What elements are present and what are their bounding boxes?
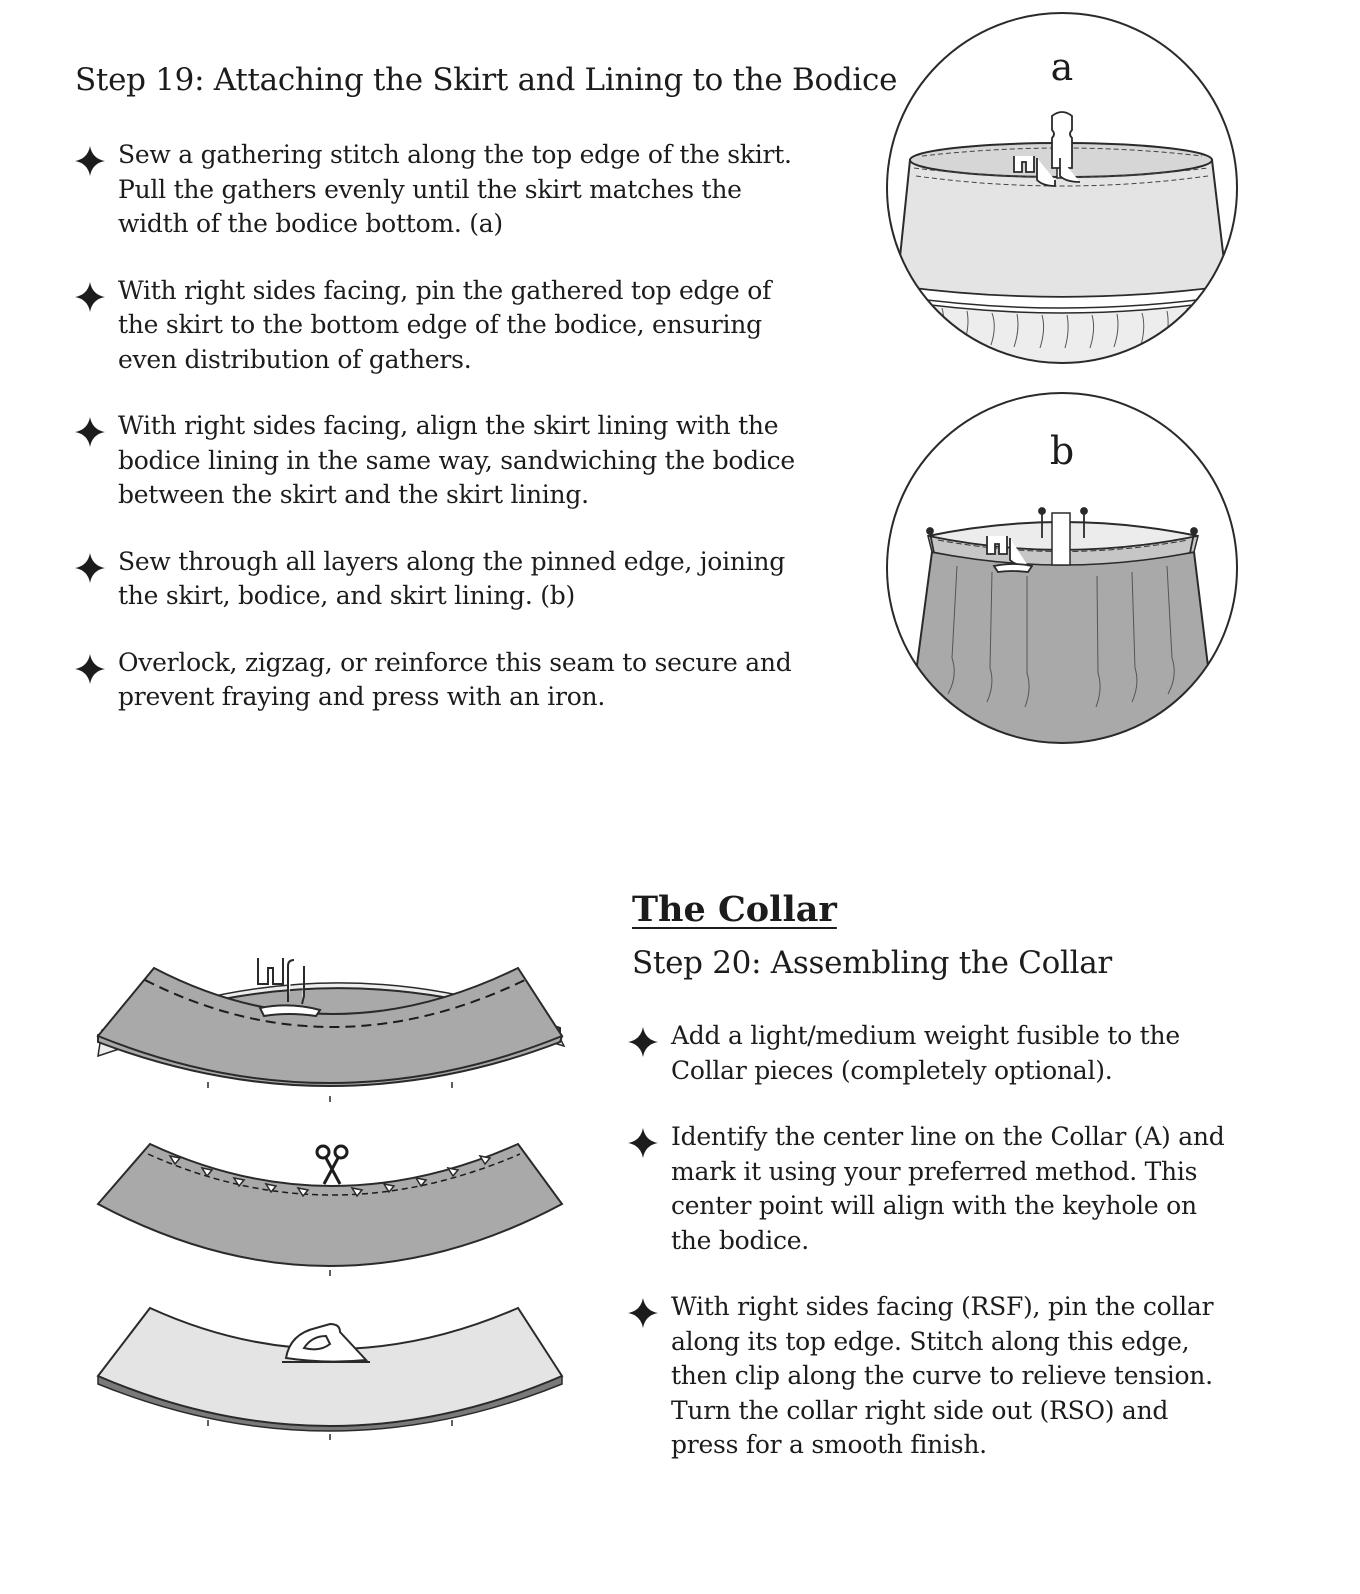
bullet-line: prevent fraying and press with an iron. [118, 682, 606, 711]
four-point-star-icon [75, 654, 105, 684]
bullet-line: Identify the center line on the Collar (A) and [671, 1122, 1225, 1151]
figure-a-gathering-illustration [882, 8, 1242, 368]
list-item [75, 409, 795, 513]
bullet-line: even distribution of gathers. [118, 344, 472, 374]
list-item [75, 646, 795, 715]
bullet-line: along its top edge. Stitch along this edge, [671, 1326, 1190, 1356]
list-item [75, 274, 795, 378]
step19-bullet-list [75, 138, 795, 747]
collar-pressing-illustration [90, 1300, 570, 1450]
list-item [628, 1290, 1224, 1463]
step19-title: Step 19: Attaching the Skirt and Lining to the Bodice [75, 62, 898, 98]
bullet-line: With right sides facing (RSF), pin the collar [671, 1292, 1214, 1321]
list-item [75, 138, 795, 242]
collar-section-title: The Collar [632, 889, 837, 930]
scissors-icon [317, 1146, 347, 1184]
list-item [628, 1019, 1224, 1088]
iron-icon [282, 1324, 370, 1362]
bullet-line: Add a light/medium weight fusible to the [671, 1021, 1180, 1050]
figure-b-sewing-illustration [882, 388, 1242, 748]
four-point-star-icon [75, 553, 105, 583]
list-item [628, 1120, 1224, 1258]
step20-bullet-list [628, 1019, 1224, 1495]
bullet-line: then clip along the curve to relieve tension. [671, 1361, 1213, 1390]
four-point-star-icon [628, 1298, 658, 1328]
bullet-line: between the skirt and the skirt lining. [118, 480, 589, 509]
bullet-line: width of the bodice bottom. (a) [118, 209, 503, 238]
bullet-line: press for a smooth finish. [671, 1430, 987, 1459]
bullet-line: With right sides facing, pin the gathered top edge of [118, 275, 772, 305]
four-point-star-icon [75, 146, 105, 176]
bullet-line: the skirt, bodice, and skirt lining. (b) [118, 581, 575, 610]
bullet-line: the skirt to the bottom edge of the bodice, ensuring [118, 310, 762, 339]
list-item [75, 545, 795, 614]
bullet-line: Sew a gathering stitch along the top edge of the skirt. [118, 140, 792, 169]
bullet-line: bodice lining in the same way, sandwiching the bodice [118, 445, 795, 475]
figure-label-a: a [1050, 45, 1074, 89]
collar-stitching-illustration [90, 950, 570, 1120]
four-point-star-icon [628, 1027, 658, 1057]
bullet-line: Collar pieces (completely optional). [671, 1055, 1113, 1085]
bullet-line: mark it using your preferred method. This [671, 1156, 1198, 1186]
four-point-star-icon [628, 1128, 658, 1158]
bullet-line: the bodice. [671, 1225, 809, 1255]
bullet-line: Pull the gathers evenly until the skirt matches the [118, 174, 742, 204]
step20-title: Step 20: Assembling the Collar [632, 945, 1112, 981]
figure-label-b: b [1049, 429, 1075, 473]
bullet-line: center point will align with the keyhole on [671, 1191, 1197, 1220]
four-point-star-icon [75, 417, 105, 447]
collar-clipping-illustration [90, 1132, 570, 1282]
bullet-line: Overlock, zigzag, or reinforce this seam to secure and [118, 647, 792, 677]
bullet-line: Turn the collar right side out (RSO) and [671, 1395, 1169, 1425]
bullet-line: Sew through all layers along the pinned edge, joining [118, 546, 786, 576]
bullet-line: With right sides facing, align the skirt lining with the [118, 411, 779, 440]
four-point-star-icon [75, 282, 105, 312]
